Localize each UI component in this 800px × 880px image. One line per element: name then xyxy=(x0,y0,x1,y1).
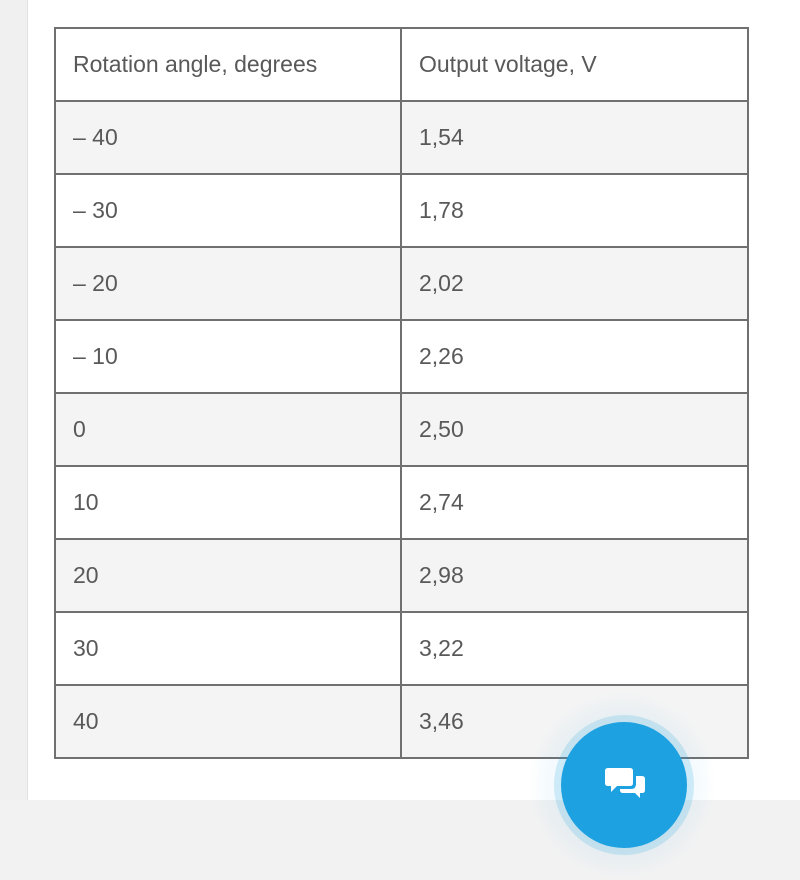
angle-voltage-table xyxy=(54,27,749,759)
table-row xyxy=(55,393,748,466)
voltage-cell: 3,46 xyxy=(401,685,748,758)
angle-cell: 0 xyxy=(55,393,401,466)
angle-cell: – 30 xyxy=(55,174,401,247)
voltage-cell: 2,02 xyxy=(401,247,748,320)
angle-cell: 40 xyxy=(55,685,401,758)
table-row xyxy=(55,247,748,320)
table-row xyxy=(55,174,748,247)
voltage-cell: 1,54 xyxy=(401,101,748,174)
chat-widget-button[interactable] xyxy=(561,722,687,848)
table-row xyxy=(55,612,748,685)
voltage-cell: 2,26 xyxy=(401,320,748,393)
angle-cell: – 40 xyxy=(55,101,401,174)
voltage-cell: 2,50 xyxy=(401,393,748,466)
angle-cell: – 10 xyxy=(55,320,401,393)
table-row xyxy=(55,539,748,612)
chat-bubbles-icon xyxy=(605,765,645,801)
voltage-cell: 3,22 xyxy=(401,612,748,685)
table-row xyxy=(55,320,748,393)
voltage-cell: 2,98 xyxy=(401,539,748,612)
angle-cell: 30 xyxy=(55,612,401,685)
header-cell-voltage: Output voltage, V xyxy=(401,28,748,101)
table-row xyxy=(55,101,748,174)
voltage-cell: 1,78 xyxy=(401,174,748,247)
angle-cell: 20 xyxy=(55,539,401,612)
header-cell-angle: Rotation angle, degrees xyxy=(55,28,401,101)
angle-cell: – 20 xyxy=(55,247,401,320)
table-header-row xyxy=(55,28,748,101)
voltage-cell: 2,74 xyxy=(401,466,748,539)
table-row xyxy=(55,466,748,539)
angle-cell: 10 xyxy=(55,466,401,539)
